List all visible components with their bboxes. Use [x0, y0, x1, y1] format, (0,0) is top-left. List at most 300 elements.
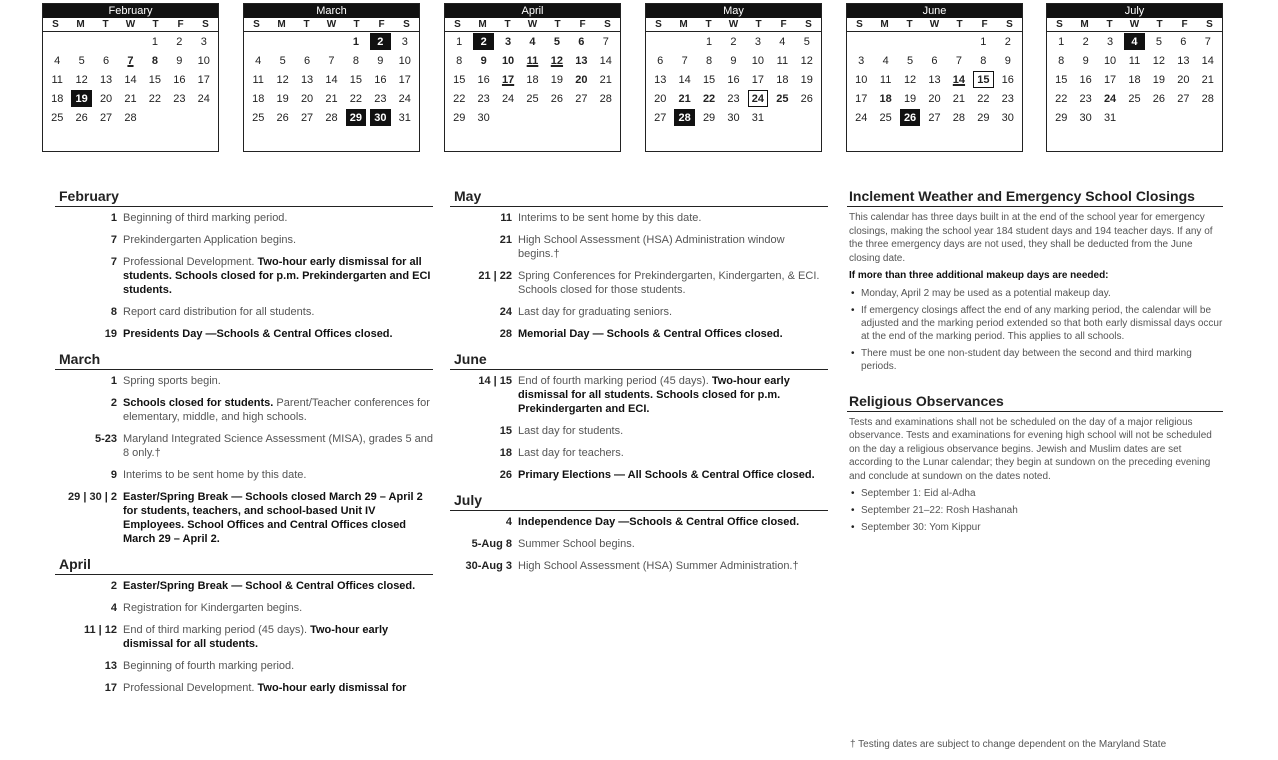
weather-item: • Monday, April 2 may be used as a potential makeup day. — [849, 287, 1223, 300]
day-cell[interactable]: 12 — [550, 54, 564, 67]
day-cell[interactable]: 13 — [99, 73, 113, 86]
day-cell[interactable]: 19 — [71, 90, 91, 107]
month-heading: June — [450, 349, 828, 370]
day-cell[interactable]: 27 — [575, 92, 588, 105]
day-cell[interactable]: 10 — [197, 54, 210, 67]
day-cell[interactable]: 10 — [1103, 54, 1117, 67]
weekday-label: W — [728, 19, 739, 30]
day-cell[interactable]: 16 — [477, 73, 490, 86]
day-cell[interactable]: 18 — [776, 73, 789, 86]
day-cell[interactable]: 14 — [599, 54, 612, 67]
event-text: Beginning of fourth marking period. — [123, 660, 295, 672]
weekday-header — [244, 18, 419, 32]
day-cell[interactable]: 10 — [855, 73, 868, 86]
weekday-label: M — [76, 19, 85, 30]
day-cell[interactable]: 23 — [173, 92, 186, 105]
event-text: Professional Development. Two-hour early dismissal for — [123, 682, 407, 694]
empty-cell — [321, 33, 341, 50]
empty-cell — [924, 33, 944, 50]
day-cell[interactable]: 17 — [751, 73, 765, 86]
empty-cell — [272, 33, 292, 50]
event-text: Interims to be sent home by this date. — [123, 469, 307, 481]
event-text: Primary Elections — All Schools & Central Office closed. — [518, 469, 815, 481]
day-cell[interactable]: 16 — [374, 73, 387, 86]
day-cell[interactable]: 29 — [702, 111, 716, 124]
event-date: 8 — [110, 306, 117, 318]
day-cell[interactable]: 2 — [1004, 35, 1011, 48]
weekday-label: M — [478, 19, 487, 30]
day-cell[interactable]: 6 — [304, 54, 311, 67]
day-cell[interactable]: 3 — [754, 35, 761, 48]
weekday-label: S — [202, 19, 209, 30]
day-cell[interactable]: 3 — [505, 35, 512, 48]
month-name: April — [445, 4, 620, 18]
religious-list — [849, 487, 1223, 534]
day-cell[interactable]: 3 — [401, 35, 408, 48]
empty-cell — [674, 33, 694, 50]
day-cell[interactable]: 29 — [977, 111, 990, 124]
day-cell[interactable]: 27 — [300, 111, 314, 124]
day-cell[interactable]: 5 — [1155, 35, 1162, 48]
day-cell[interactable]: 13 — [928, 73, 941, 86]
day-cell[interactable]: 8 — [151, 54, 158, 67]
day-cell[interactable]: 1 — [980, 35, 987, 48]
day-cell[interactable]: 2 — [370, 33, 390, 50]
day-cell[interactable]: 24 — [398, 92, 411, 105]
day-cell[interactable]: 28 — [124, 111, 137, 124]
day-cell[interactable]: 21 — [124, 92, 137, 105]
day-cell[interactable]: 6 — [1180, 35, 1187, 48]
month-name: July — [1047, 4, 1222, 18]
day-cell[interactable]: 16 — [1079, 73, 1092, 86]
day-cell[interactable]: 5 — [907, 54, 914, 67]
event-date: 7 — [110, 234, 117, 246]
day-cell[interactable]: 22 — [702, 92, 716, 105]
weekday-label: W — [125, 19, 136, 30]
day-cell[interactable]: 27 — [1177, 92, 1190, 105]
day-cell[interactable]: 14 — [1201, 54, 1214, 67]
day-cell[interactable]: 24 — [197, 92, 210, 105]
day-cell[interactable]: 8 — [980, 54, 987, 67]
weekday-label: W — [326, 19, 337, 30]
event-date: 4 — [505, 516, 512, 528]
day-cell[interactable]: 5 — [78, 54, 85, 67]
day-cell[interactable]: 21 — [952, 92, 966, 105]
event-row — [55, 305, 433, 319]
day-cell[interactable]: 30 — [477, 111, 490, 124]
day-cell[interactable]: 4 — [779, 35, 786, 48]
day-cell[interactable]: 1 — [151, 35, 158, 48]
weekday-label: F — [1181, 19, 1188, 30]
day-cell[interactable]: 27 — [928, 111, 941, 124]
day-cell[interactable]: 30 — [1079, 111, 1092, 124]
day-cell[interactable]: 28 — [599, 92, 612, 105]
day-cell[interactable]: 23 — [1001, 92, 1014, 105]
event-date: 11 | 12 — [83, 624, 117, 636]
day-cell[interactable]: 17 — [197, 73, 210, 86]
event-text: Beginning of third marking period. — [123, 212, 288, 224]
month-heading: May — [450, 186, 828, 207]
day-cell[interactable]: 19 — [800, 73, 813, 86]
day-cell[interactable]: 10 — [501, 54, 515, 67]
weekday-label: M — [1080, 19, 1089, 30]
day-cell[interactable]: 10 — [751, 54, 765, 67]
event-date: 18 — [499, 447, 512, 459]
day-cell[interactable]: 20 — [575, 73, 588, 86]
day-cell[interactable]: 9 — [176, 54, 183, 67]
empty-cell — [96, 33, 116, 50]
day-cell[interactable]: 23 — [1079, 92, 1092, 105]
event-date: 29 | 30 | 2 — [68, 491, 117, 503]
day-cell[interactable]: 23 — [374, 92, 387, 105]
day-grid — [445, 32, 620, 127]
day-cell[interactable]: 19 — [1152, 73, 1166, 86]
day-cell[interactable]: 14 — [325, 73, 338, 86]
day-cell[interactable]: 6 — [931, 54, 938, 67]
day-cell[interactable]: 9 — [377, 54, 384, 67]
weekday-label: T — [102, 19, 109, 30]
day-cell[interactable]: 4 — [529, 35, 536, 48]
day-cell[interactable]: 2 — [730, 35, 737, 48]
day-cell[interactable]: 7 — [127, 54, 134, 67]
day-cell[interactable]: 26 — [1152, 92, 1166, 105]
weekday-label: S — [1056, 19, 1063, 30]
day-cell[interactable]: 5 — [553, 35, 560, 48]
day-cell[interactable]: 17 — [398, 73, 411, 86]
day-cell[interactable]: 6 — [103, 54, 110, 67]
weekday-label: T — [906, 19, 913, 30]
weather-subhead: If more than three additional makeup days are needed: — [849, 270, 1109, 281]
weekday-label: M — [679, 19, 688, 30]
event-text: End of fourth marking period (45 days). Two-hour early dismissal for all students. Schools closed for p.m. Prekindergarten and ECI. — [518, 375, 790, 415]
day-cell[interactable]: 15 — [453, 73, 466, 86]
weekday-label: S — [604, 19, 611, 30]
day-grid — [244, 32, 419, 127]
event-text: Easter/Spring Break — Schools closed March 29 – April 2 for students, teachers, and school-based Unit IV Employees. School Offices and Central Offices closed March 29 – April 2. — [123, 491, 423, 545]
day-cell[interactable]: 26 — [75, 111, 88, 124]
day-cell[interactable]: 20 — [1177, 73, 1190, 86]
month-calendar-june — [846, 3, 1023, 152]
day-cell[interactable]: 9 — [730, 54, 737, 67]
day-cell[interactable]: 6 — [657, 54, 664, 67]
day-cell[interactable]: 18 — [1128, 73, 1141, 86]
day-cell[interactable]: 14 — [952, 73, 966, 86]
day-cell[interactable]: 1 — [352, 35, 359, 48]
weekday-label: F — [579, 19, 586, 30]
day-cell[interactable]: 29 — [346, 109, 366, 126]
day-cell[interactable]: 18 — [879, 92, 892, 105]
day-cell[interactable]: 24 — [501, 92, 515, 105]
day-cell[interactable]: 1 — [456, 35, 463, 48]
weekday-label: F — [177, 19, 184, 30]
event-date: 1 — [110, 212, 117, 224]
weekday-label: T — [554, 19, 561, 30]
day-cell[interactable]: 28 — [325, 111, 338, 124]
day-cell[interactable]: 30 — [370, 109, 390, 126]
day-cell[interactable]: 6 — [578, 35, 585, 48]
day-cell[interactable]: 17 — [501, 73, 515, 86]
event-date: 5-23 — [94, 433, 117, 445]
empty-cell — [71, 33, 91, 50]
day-cell[interactable]: 14 — [124, 73, 137, 86]
day-cell[interactable]: 19 — [903, 92, 917, 105]
weekday-label: S — [805, 19, 812, 30]
day-cell[interactable]: 12 — [75, 73, 88, 86]
day-cell[interactable]: 7 — [602, 35, 609, 48]
day-cell[interactable]: 25 — [51, 111, 64, 124]
day-cell[interactable]: 29 — [453, 111, 466, 124]
day-cell[interactable]: 11 — [776, 54, 789, 67]
event-date: 13 — [104, 660, 117, 672]
day-cell[interactable]: 25 — [526, 92, 539, 105]
event-text: Prekindergarten Application begins. — [123, 234, 297, 246]
day-cell[interactable]: 26 — [276, 111, 289, 124]
day-cell[interactable]: 22 — [1055, 92, 1068, 105]
day-cell[interactable]: 18 — [252, 92, 265, 105]
day-cell[interactable]: 17 — [855, 92, 868, 105]
weekday-label: T — [1156, 19, 1163, 30]
event-row — [450, 446, 828, 460]
day-cell[interactable]: 7 — [681, 54, 688, 67]
weather-item: • If emergency closings affect the end of any marking period, the calendar will be adjusted and the marking period extended so that both early dismissal days occur at the end of the marking period. This applies to all schools. — [849, 304, 1223, 343]
day-cell[interactable]: 12 — [800, 54, 813, 67]
day-cell[interactable]: 20 — [300, 92, 314, 105]
day-cell[interactable]: 11 — [526, 54, 539, 67]
weekday-header — [43, 18, 218, 32]
day-cell[interactable]: 9 — [1082, 54, 1089, 67]
day-cell[interactable]: 15 — [1055, 73, 1068, 86]
weekday-label: S — [403, 19, 410, 30]
day-cell[interactable]: 4 — [882, 54, 889, 67]
event-date: 30-Aug 3 — [465, 560, 512, 572]
day-cell[interactable]: 24 — [855, 111, 868, 124]
day-cell[interactable]: 31 — [751, 111, 765, 124]
day-cell[interactable]: 28 — [1201, 92, 1214, 105]
day-cell[interactable]: 21 — [325, 92, 338, 105]
day-cell[interactable]: 11 — [879, 73, 892, 86]
weather-title: Inclement Weather and Emergency School Closings — [847, 186, 1223, 207]
day-cell[interactable]: 8 — [1058, 54, 1065, 67]
weather-paragraph: This calendar has three days built in at the end of the school year for emergency closings, making the school year 184 student days and 194 teacher days. If any of the three emergency days are not used, they shall be deducted from the June closing date. — [849, 212, 1213, 264]
day-cell[interactable]: 30 — [1001, 111, 1014, 124]
day-cell[interactable]: 21 — [678, 92, 691, 105]
day-cell[interactable]: 7 — [1204, 35, 1211, 48]
day-cell[interactable]: 24 — [748, 90, 768, 107]
day-cell[interactable]: 20 — [654, 92, 667, 105]
day-cell[interactable]: 10 — [398, 54, 411, 67]
day-cell[interactable]: 20 — [99, 92, 113, 105]
day-cell[interactable]: 13 — [1177, 54, 1190, 67]
event-row — [55, 432, 433, 460]
event-text: End of third marking period (45 days). Two-hour early dismissal for all students. — [123, 624, 389, 650]
event-text: Maryland Integrated Science Assessment (MISA), grades 5 and 8 only.† — [123, 433, 433, 459]
empty-cell — [248, 33, 268, 50]
event-date: 1 — [110, 375, 117, 387]
day-cell[interactable]: 1 — [1058, 35, 1065, 48]
event-row — [450, 468, 828, 482]
weekday-label: T — [353, 19, 360, 30]
day-cell[interactable]: 7 — [328, 54, 335, 67]
weekday-label: T — [152, 19, 159, 30]
empty-cell — [900, 33, 920, 50]
day-cell[interactable]: 5 — [803, 35, 810, 48]
day-cell[interactable]: 3 — [858, 54, 865, 67]
month-heading: July — [450, 490, 828, 511]
empty-cell — [851, 33, 871, 50]
empty-cell — [120, 33, 140, 50]
day-cell[interactable]: 5 — [279, 54, 286, 67]
month-heading: February — [55, 186, 433, 207]
day-cell[interactable]: 19 — [550, 73, 564, 86]
day-cell[interactable]: 4 — [255, 54, 262, 67]
event-row — [450, 305, 828, 319]
day-cell[interactable]: 15 — [349, 73, 363, 86]
day-cell[interactable]: 2 — [473, 33, 493, 50]
day-cell[interactable]: 12 — [276, 73, 289, 86]
day-cell[interactable]: 27 — [654, 111, 667, 124]
event-row — [450, 211, 828, 225]
day-cell[interactable]: 4 — [1124, 33, 1144, 50]
event-row — [55, 255, 433, 297]
weekday-label: F — [378, 19, 385, 30]
day-cell[interactable]: 28 — [674, 109, 694, 126]
weekday-label: F — [981, 19, 988, 30]
event-text: Spring sports begin. — [123, 375, 221, 387]
day-cell[interactable]: 13 — [300, 73, 314, 86]
day-cell[interactable]: 15 — [148, 73, 162, 86]
weekday-label: T — [705, 19, 712, 30]
event-row — [55, 623, 433, 651]
day-cell[interactable]: 17 — [1103, 73, 1117, 86]
event-date: 21 | 22 — [478, 270, 512, 282]
day-cell[interactable]: 25 — [776, 92, 789, 105]
day-cell[interactable]: 18 — [526, 73, 539, 86]
empty-cell — [47, 33, 67, 50]
month-calendar-july — [1046, 3, 1223, 152]
event-row — [55, 211, 433, 225]
day-cell[interactable]: 16 — [1001, 73, 1014, 86]
day-cell[interactable]: 4 — [54, 54, 61, 67]
day-cell[interactable]: 1 — [706, 35, 713, 48]
event-date: 5-Aug 8 — [471, 538, 512, 550]
event-text: High School Assessment (HSA) Summer Administration.† — [518, 560, 799, 572]
day-cell[interactable]: 2 — [1082, 35, 1089, 48]
day-cell[interactable]: 21 — [599, 73, 612, 86]
day-cell[interactable]: 11 — [51, 73, 63, 86]
day-cell[interactable]: 19 — [276, 92, 289, 105]
day-cell[interactable]: 14 — [678, 73, 691, 86]
day-cell[interactable]: 8 — [456, 54, 463, 67]
weekday-label: T — [1106, 19, 1113, 30]
day-cell[interactable]: 7 — [955, 54, 962, 67]
empty-cell — [949, 33, 969, 50]
day-cell[interactable]: 12 — [1152, 54, 1166, 67]
day-cell[interactable]: 26 — [550, 92, 564, 105]
day-cell[interactable]: 8 — [352, 54, 359, 67]
day-cell[interactable]: 2 — [176, 35, 183, 48]
day-cell[interactable]: 23 — [727, 92, 740, 105]
event-row — [55, 659, 433, 673]
footnote: † Testing dates are subject to change dependent on the Maryland State — [850, 739, 1167, 750]
event-date: 15 — [499, 425, 512, 437]
day-cell[interactable]: 25 — [1128, 92, 1141, 105]
event-row — [55, 490, 433, 546]
day-cell[interactable]: 30 — [727, 111, 740, 124]
empty-cell — [875, 33, 895, 50]
day-cell[interactable]: 26 — [900, 109, 920, 126]
event-date: 7 — [110, 256, 117, 268]
religious-item: • September 30: Yom Kippur — [849, 521, 1223, 534]
event-row — [55, 374, 433, 388]
day-cell[interactable]: 15 — [702, 73, 716, 86]
weekday-header — [646, 18, 821, 32]
religious-paragraph: Tests and examinations shall not be scheduled on the day of a major religious observance. Tests and examinations for evening high school will not be scheduled on the day a religious observance begins. Jewish and Muslim dates are set according to the Lunar calendar; they begin at sundown on the preceding evening and conclude at sundown on the dates noted. — [849, 416, 1212, 482]
day-cell[interactable]: 25 — [252, 111, 265, 124]
event-text: Schools closed for students. Parent/Teacher conferences for elementary, middle, and high schools. — [123, 397, 430, 423]
day-cell[interactable]: 27 — [99, 111, 113, 124]
day-cell[interactable]: 26 — [800, 92, 813, 105]
day-cell[interactable]: 12 — [903, 73, 917, 86]
month-name: March — [244, 4, 419, 18]
day-cell[interactable]: 13 — [654, 73, 667, 86]
day-cell[interactable]: 3 — [1107, 35, 1114, 48]
weekday-label: M — [277, 19, 286, 30]
day-cell[interactable]: 11 — [1128, 54, 1141, 67]
weekday-label: T — [956, 19, 963, 30]
day-cell[interactable]: 9 — [1004, 54, 1011, 67]
event-row — [450, 374, 828, 416]
event-text: Memorial Day — Schools & Central Offices closed. — [518, 328, 783, 340]
day-cell[interactable]: 31 — [1103, 111, 1117, 124]
event-text: Report card distribution for all students. — [123, 306, 315, 318]
event-text: Independence Day —Schools & Central Office closed. — [518, 516, 800, 528]
month-name: February — [43, 4, 218, 18]
day-cell[interactable]: 22 — [349, 92, 363, 105]
day-cell[interactable]: 16 — [173, 73, 186, 86]
day-cell[interactable]: 18 — [51, 92, 64, 105]
weekday-label: S — [1206, 19, 1213, 30]
day-cell[interactable]: 16 — [727, 73, 740, 86]
day-cell[interactable]: 11 — [252, 73, 264, 86]
day-cell[interactable]: 13 — [575, 54, 588, 67]
day-cell[interactable]: 9 — [480, 54, 487, 67]
day-cell[interactable]: 22 — [453, 92, 466, 105]
day-cell[interactable]: 21 — [1201, 73, 1214, 86]
weekday-label: W — [527, 19, 538, 30]
event-row — [55, 233, 433, 247]
event-date: 14 | 15 — [478, 375, 512, 387]
day-cell[interactable]: 20 — [928, 92, 941, 105]
day-cell[interactable]: 15 — [973, 71, 993, 88]
weekday-label: F — [780, 19, 787, 30]
event-row — [450, 327, 828, 341]
day-cell[interactable]: 28 — [952, 111, 966, 124]
day-cell[interactable]: 22 — [977, 92, 990, 105]
events-column-2 — [450, 186, 828, 581]
day-cell[interactable]: 23 — [477, 92, 490, 105]
day-cell[interactable]: 22 — [148, 92, 162, 105]
day-cell[interactable]: 3 — [200, 35, 207, 48]
day-cell[interactable]: 29 — [1055, 111, 1068, 124]
day-cell[interactable]: 24 — [1103, 92, 1117, 105]
day-cell[interactable]: 31 — [398, 111, 411, 124]
event-row — [55, 601, 433, 615]
event-text: Professional Development. Two-hour early dismissal for all students. Schools closed for p.m. Prekindergarten and ECI students. — [123, 256, 431, 296]
day-cell[interactable]: 8 — [706, 54, 713, 67]
event-text: Spring Conferences for Prekindergarten, Kindergarten, & ECI. Schools closed for those students. — [518, 270, 820, 296]
day-cell[interactable]: 25 — [879, 111, 892, 124]
religious-item: • September 21–22: Rosh Hashanah — [849, 504, 1223, 517]
